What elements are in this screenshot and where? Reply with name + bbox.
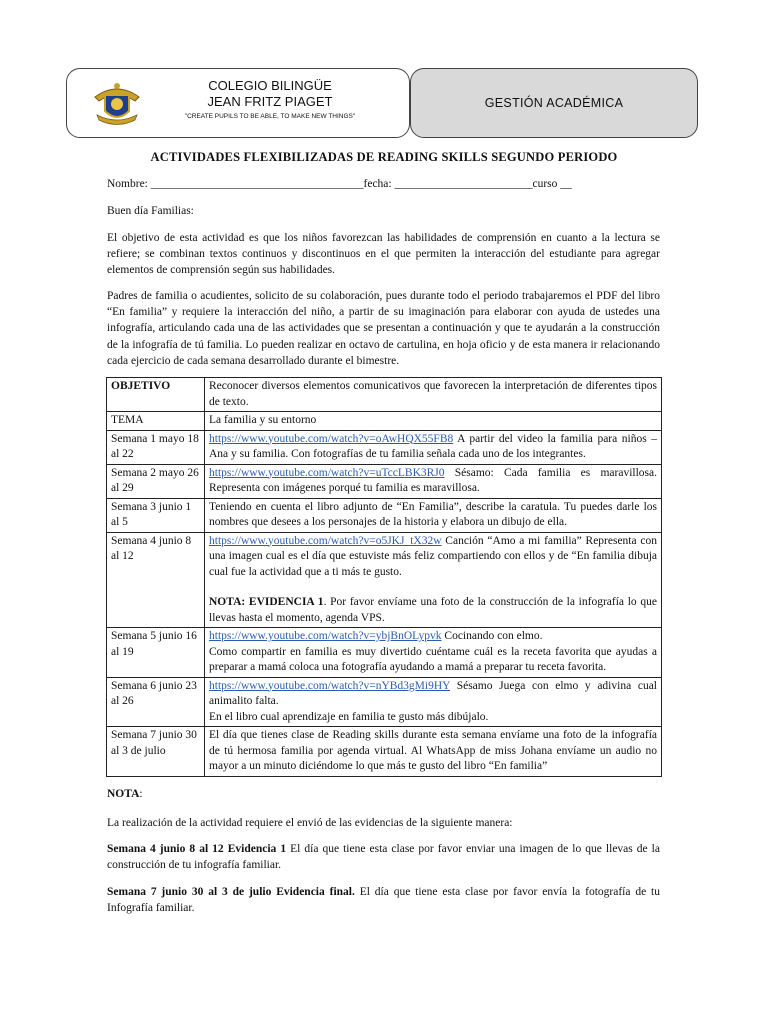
evidence-final-paragraph	[107, 884, 660, 916]
week-label: Semana 4 junio 8 al 12	[107, 532, 205, 628]
department-label: GESTIÓN ACADÉMICA	[484, 96, 624, 110]
objetivo-text: Reconocer diversos elementos comunicativos que favorecen la interpretación de diferentes tipos de texto.	[205, 378, 662, 412]
paragraph-parents: Padres de familia o acudientes, solicito de su colaboración, pues durante todo el periodo trabajaremos el PDF del libro “En familia” y requiere la interacción del niño, a partir de su imaginación para elaborar con ayuda de ustedes una infografía, articulando cada una de las actividades que se presentan a continuación y que te ayudarán a la construcción de la infografía de tú familia. Lo pueden realizar en octavo de cartulina, en hoja oficio y de esta manera ir relacionando cada ejercicio de cada semana desarrollado durante el bimestre.	[107, 290, 660, 367]
video-link[interactable]: https://www.youtube.com/watch?v=oAwHQX55FB8	[209, 432, 454, 445]
greeting: Buen día Familias:	[107, 205, 194, 217]
nota-heading	[107, 788, 143, 800]
table-row-week-6	[107, 677, 662, 727]
week-text: Teniendo en cuenta el libro adjunto de “En Familia”, describe la caratula. Tu puedes darle los nombres que desees a los personajes de la historia y elabora un dibujo de ella.	[205, 498, 662, 532]
paragraph-objective: El objetivo de esta actividad es que los niños favorezcan las habilidades de comprensión en cuanto a la lectura se refiere; se combinan textos continuos y discontinuos en el que permiten la interacción del estudiante para agregar elementos de comprensión según sus habilidades.	[107, 232, 660, 277]
activities-table	[106, 377, 662, 777]
table-row-week-5	[107, 628, 662, 678]
week-label: Semana 6 junio 23 al 26	[107, 677, 205, 727]
video-link[interactable]: https://www.youtube.com/watch?v=uTccLBK3RJ0	[209, 466, 445, 479]
school-crest-logo	[91, 77, 143, 129]
week-content	[205, 532, 662, 628]
evidence-1-paragraph	[107, 841, 660, 873]
realizacion-text: La realización de la actividad requiere el envió de las evidencias de la siguiente manera:	[107, 817, 513, 829]
school-name-line1: COLEGIO BILINGÜE	[208, 78, 332, 93]
week-content	[205, 677, 662, 727]
tema-text: La familia y su entorno	[205, 412, 662, 431]
week-text-2: En el libro cual aprendizaje en familia te gusto más dibújalo.	[209, 710, 489, 723]
week-content	[205, 430, 662, 464]
week-text: Sésamo Juega con elmo y adivina cual animalito falta.	[209, 679, 657, 707]
week-text: Cocinando con elmo.	[441, 630, 543, 642]
week-label: Semana 7 junio 30 al 3 de julio	[107, 727, 205, 777]
table-row-week-7	[107, 727, 662, 777]
table-row-objetivo	[107, 378, 662, 412]
table-row-week-2	[107, 464, 662, 498]
video-link[interactable]: https://www.youtube.com/watch?v=o5JKJ_tX32w	[209, 534, 442, 547]
table-row-tema	[107, 412, 662, 431]
video-link[interactable]: https://www.youtube.com/watch?v=ybjBnOLypvk	[209, 630, 442, 642]
week-content	[205, 464, 662, 498]
school-header	[66, 68, 410, 138]
week-text: A partir del video la familia para niños – Ana y su familia. Con fotografías de tu familia señala cada uno de los integrantes.	[209, 432, 657, 460]
school-motto: "CREATE PUPILS TO BE ABLE, TO MAKE NEW THINGS"	[184, 113, 356, 120]
week-label: Semana 5 junio 16 al 19	[107, 628, 205, 678]
school-name-line2: JEAN FRITZ PIAGET	[207, 94, 333, 109]
week-text: El día que tienes clase de Reading skills durante esta semana envíame una foto de la infografía de tú hermosa familia por agenda virtual. Al WhatsApp de miss Johana envíame un audio no mayor a un minuto diciéndome lo que más te gusto del libro “En familia”	[205, 727, 662, 777]
week-text-2: Como compartir en familia es muy divertido cuéntame cuál es la receta favorita que ayudas a preparar a mamá coloca una fotografía ayudando a mamá a preparar tu receta favorita.	[209, 645, 657, 673]
evidence-final-label: Semana 7 junio 30 al 3 de julio Evidencia final.	[107, 886, 355, 898]
video-link[interactable]: https://www.youtube.com/watch?v=nYBd3gMi9HY	[209, 679, 451, 692]
evidence-1-text: El día que tiene esta clase por favor enviar una imagen de lo que llevas de la construcción de tu infografía familiar.	[107, 843, 660, 872]
table-row-week-1	[107, 430, 662, 464]
nota-label: NOTA	[107, 788, 140, 800]
objetivo-label: OBJETIVO	[107, 378, 205, 412]
evidence-note	[209, 595, 657, 626]
form-line: Nombre: _____________________________________fecha: ________________________curso __	[107, 178, 572, 190]
department-box	[410, 68, 698, 138]
week-label: Semana 2 mayo 26 al 29	[107, 464, 205, 498]
tema-label: TEMA	[107, 412, 205, 431]
table-row-week-3	[107, 498, 662, 532]
week-text: Canción “Amo a mi familia” Representa con una imagen cual es el día que estuviste más feliz compartiendo con ellos y de “En familia dibuja cual fue la actividad que a ti más te gusto.	[209, 534, 657, 578]
week-label: Semana 3 junio 1 al 5	[107, 498, 205, 532]
week-content	[205, 628, 662, 678]
evidence-note-text: . Por favor envíame una foto de la construcción de la infografía lo que llevas hasta el momento, agenda VPS.	[209, 596, 657, 624]
nota-colon: :	[139, 788, 143, 800]
document-title: ACTIVIDADES FLEXIBILIZADAS DE READING SKILLS SEGUNDO PERIODO	[150, 150, 618, 164]
evidence-1-label: Semana 4 junio 8 al 12 Evidencia 1	[107, 843, 287, 855]
table-row-week-4	[107, 532, 662, 628]
evidence-final-text: El día que tiene esta clase por favor envía la fotografía de tu Infografía familiar.	[107, 886, 660, 915]
week-label: Semana 1 mayo 18 al 22	[107, 430, 205, 464]
evidence-note-label: NOTA: EVIDENCIA 1	[209, 596, 324, 608]
week-text: Sésamo: Cada familia es maravillosa. Representa con imágenes porqué tu familia es maravillosa.	[209, 466, 657, 494]
